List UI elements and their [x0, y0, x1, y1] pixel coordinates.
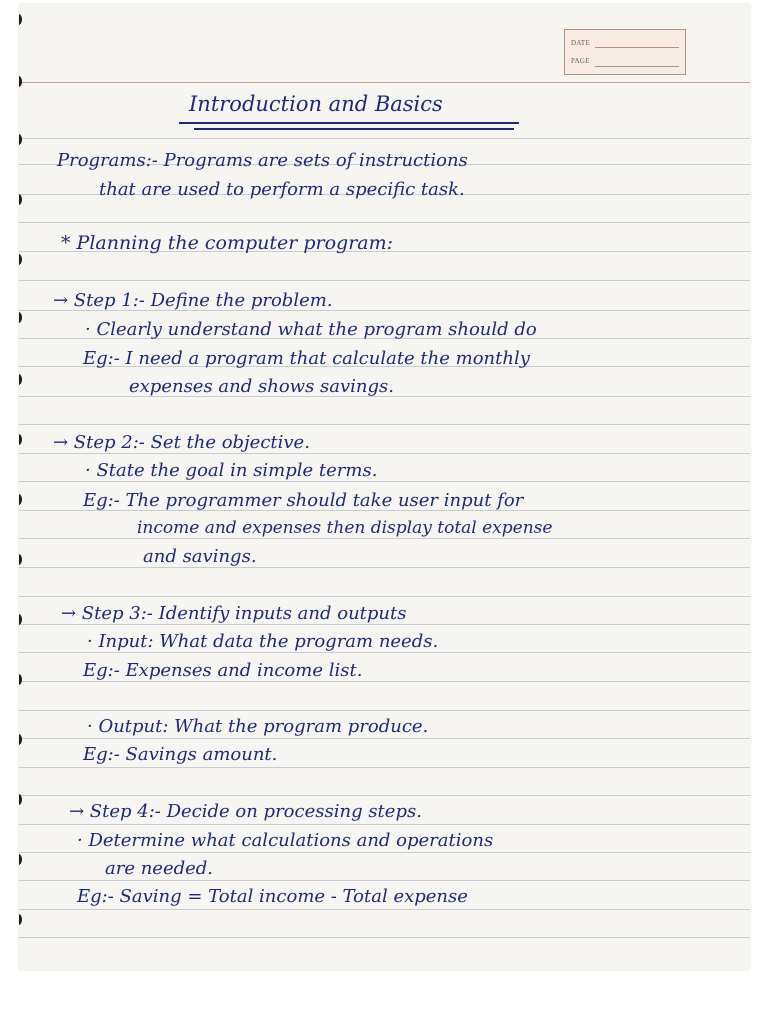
note-line: · Input: What data the program needs.	[87, 631, 439, 652]
note-line: · Clearly understand what the program should do	[85, 319, 537, 340]
page-line	[595, 66, 679, 67]
step-heading: → Step 3:- Identify inputs and outputs	[61, 603, 407, 624]
notebook-page	[19, 4, 750, 970]
note-line: income and expenses then display total expense	[137, 518, 553, 538]
page-title: Introduction and Basics	[189, 92, 443, 116]
header-margin-line	[19, 82, 750, 83]
note-line: expenses and shows savings.	[129, 376, 394, 397]
note-line: Eg:- I need a program that calculate the monthly	[83, 348, 530, 369]
step-heading: → Step 2:- Set the objective.	[53, 432, 310, 453]
note-line: Eg:- The programmer should take user input for	[83, 490, 524, 511]
note-line: Programs:- Programs are sets of instructions	[57, 150, 468, 171]
date-line	[595, 47, 679, 48]
step-heading: → Step 4:- Decide on processing steps.	[69, 801, 422, 822]
note-line: are needed.	[105, 858, 214, 879]
date-page-box	[564, 29, 686, 75]
title-underline-2	[194, 128, 514, 130]
note-line: and savings.	[143, 546, 257, 567]
note-line: · Output: What the program produce.	[87, 716, 429, 737]
note-line: Eg:- Savings amount.	[83, 744, 278, 765]
note-line: Eg:- Expenses and income list.	[83, 660, 363, 681]
date-label: DATE	[571, 39, 591, 47]
note-line: Eg:- Saving = Total income - Total expense	[77, 886, 468, 907]
note-line: · Determine what calculations and operations	[77, 830, 494, 851]
page-label: PAGE	[571, 57, 590, 65]
title-underline-1	[179, 122, 519, 124]
note-line: · State the goal in simple terms.	[85, 460, 378, 481]
note-line: that are used to perform a specific task.	[99, 179, 465, 200]
section-heading: * Planning the computer program:	[61, 232, 394, 254]
step-heading: → Step 1:- Define the problem.	[53, 290, 333, 311]
